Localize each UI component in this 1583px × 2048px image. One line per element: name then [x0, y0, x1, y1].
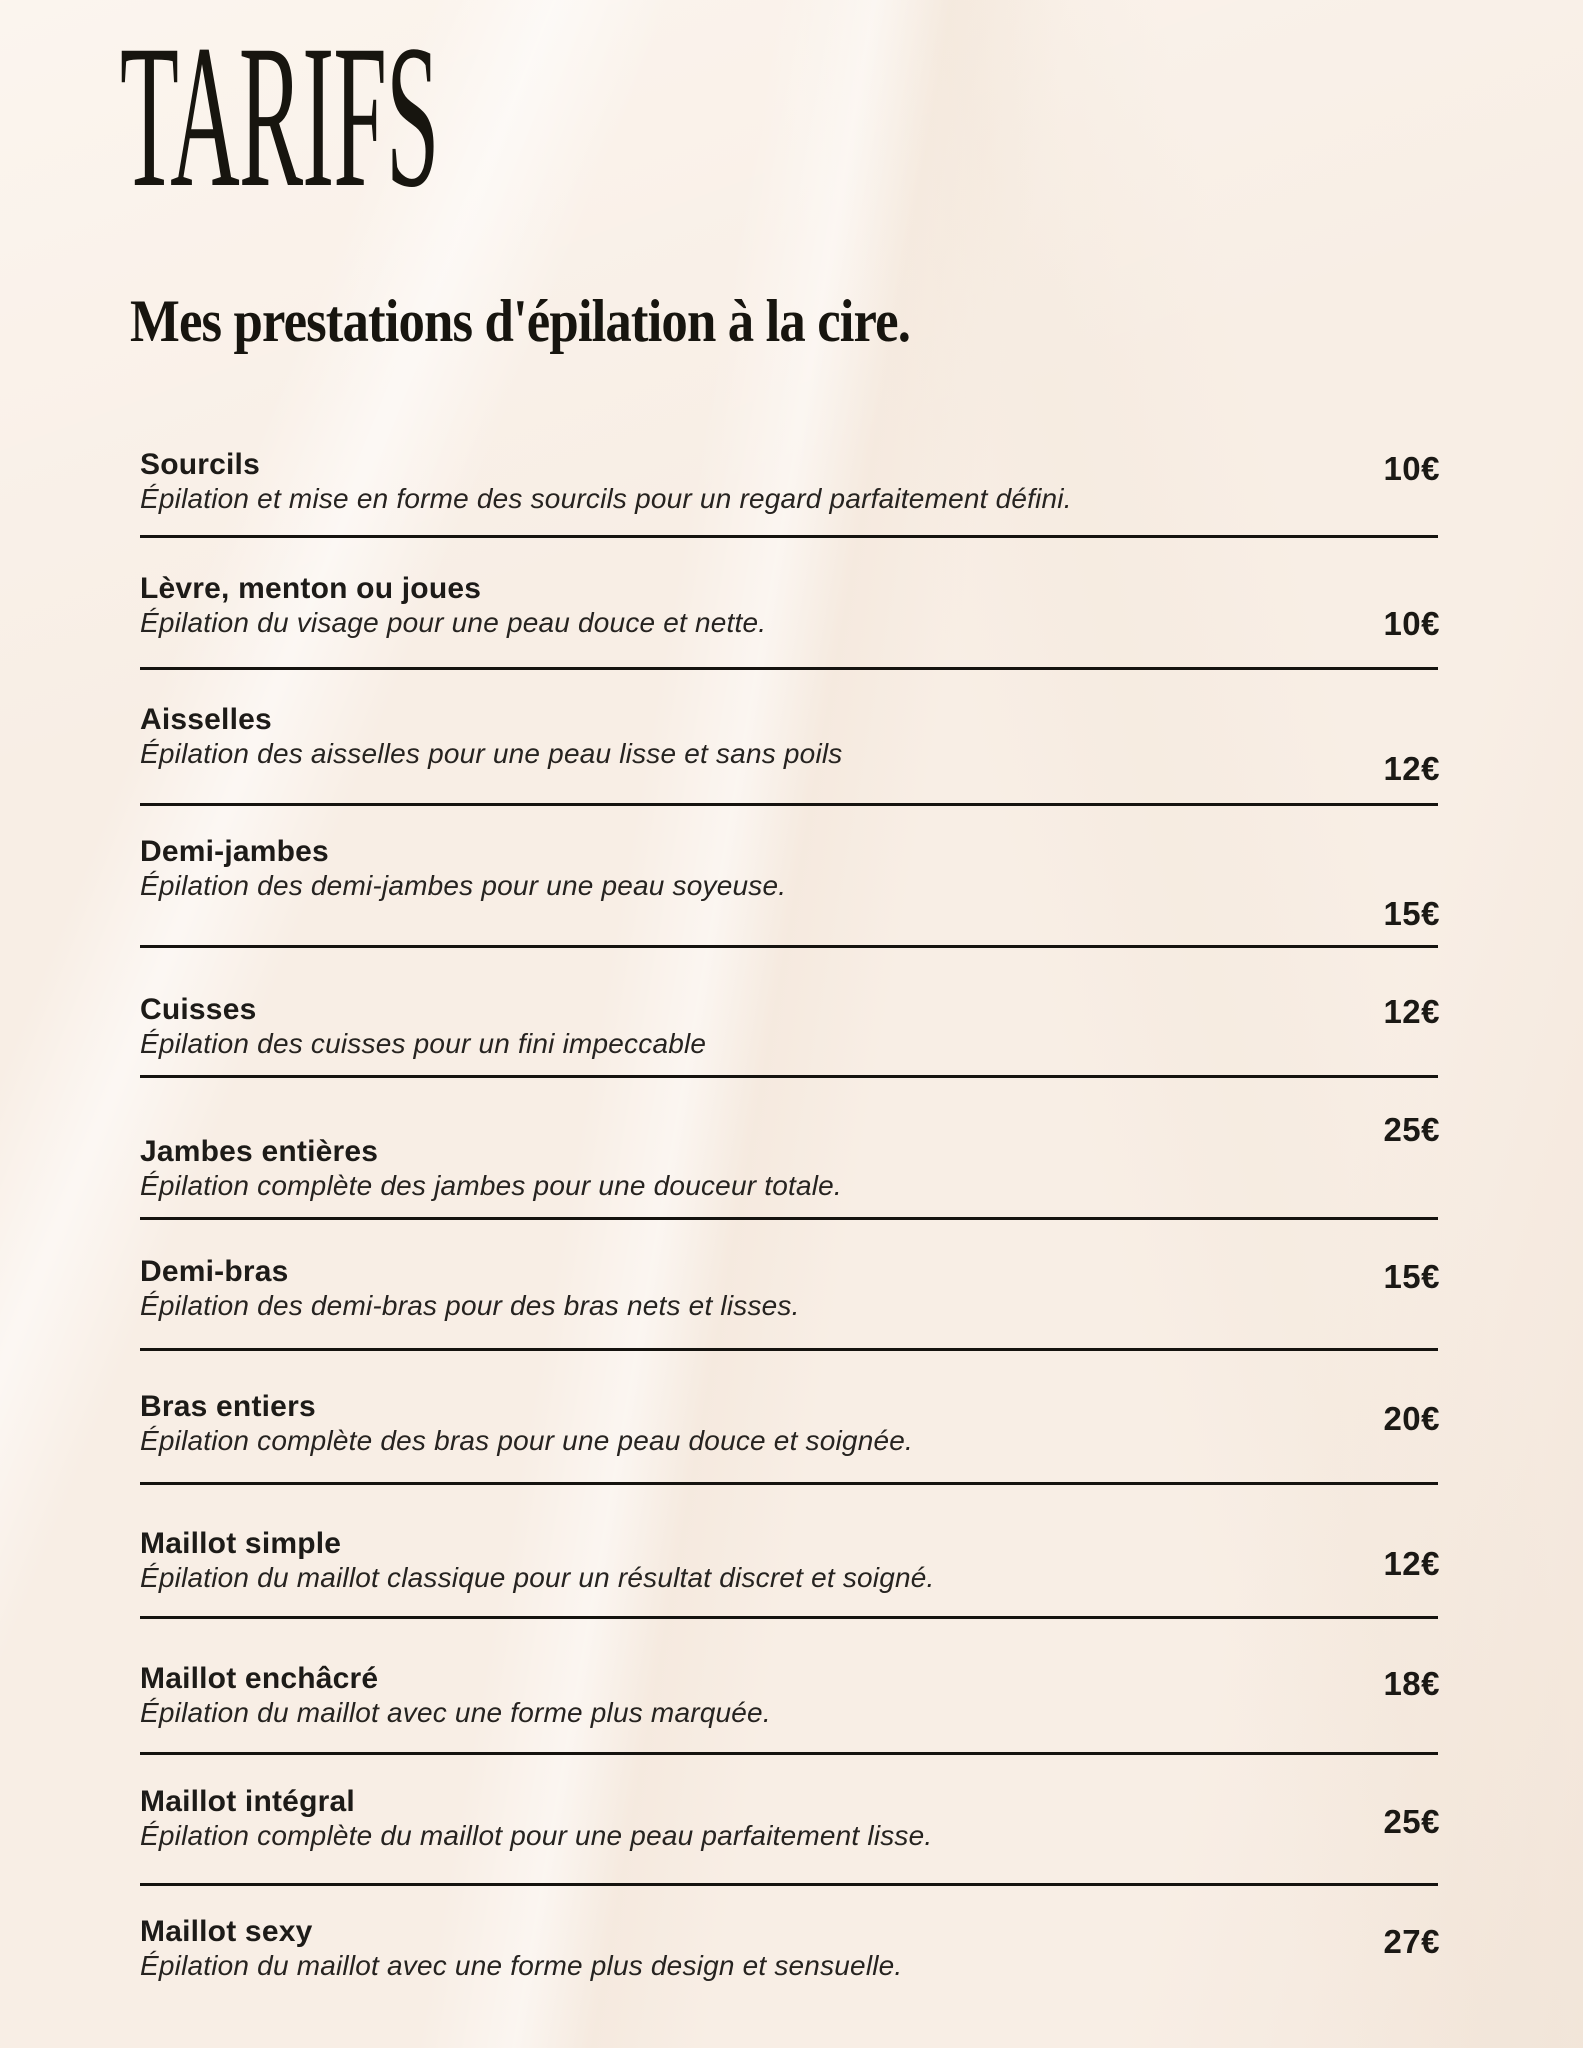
service-name: Maillot enchâcré — [140, 1662, 379, 1695]
service-price: 12€ — [1383, 750, 1440, 787]
service-description: Épilation du maillot avec une forme plus marquée. — [140, 1697, 771, 1728]
service-price: 25€ — [1383, 1803, 1440, 1840]
service-description: Épilation des aisselles pour une peau lisse et sans poils — [140, 738, 843, 769]
service-name: Sourcils — [140, 448, 260, 481]
row-separator — [140, 535, 1438, 538]
service-name: Lèvre, menton ou joues — [140, 572, 482, 605]
service-description: Épilation et mise en forme des sourcils pour un regard parfaitement défini. — [140, 483, 1072, 514]
row-separator — [140, 1883, 1438, 1886]
service-name: Cuisses — [140, 993, 257, 1026]
service-name: Maillot simple — [140, 1527, 342, 1560]
row-separator — [140, 1075, 1438, 1078]
service-name: Demi-jambes — [140, 835, 329, 868]
service-price: 15€ — [1383, 1258, 1440, 1295]
service-name: Bras entiers — [140, 1390, 316, 1423]
row-separator — [140, 945, 1438, 948]
service-price: 10€ — [1383, 450, 1440, 487]
service-name: Demi-bras — [140, 1255, 289, 1288]
service-price: 27€ — [1383, 1923, 1440, 1960]
service-name: Jambes entières — [140, 1135, 379, 1168]
row-separator — [140, 1482, 1438, 1485]
service-description: Épilation du visage pour une peau douce et nette. — [140, 607, 767, 638]
service-price: 25€ — [1383, 1111, 1440, 1148]
service-description: Épilation du maillot avec une forme plus design et sensuelle. — [140, 1950, 903, 1981]
service-price: 12€ — [1383, 1545, 1440, 1582]
service-description: Épilation complète des bras pour une peau douce et soignée. — [140, 1425, 913, 1456]
service-price: 20€ — [1383, 1400, 1440, 1437]
service-name: Maillot intégral — [140, 1785, 355, 1818]
service-price: 10€ — [1383, 605, 1440, 642]
row-separator — [140, 1616, 1438, 1619]
service-name: Maillot sexy — [140, 1915, 313, 1948]
service-name: Aisselles — [140, 703, 272, 736]
service-price: 12€ — [1383, 993, 1440, 1030]
service-description: Épilation des demi-bras pour des bras nets et lisses. — [140, 1290, 800, 1321]
row-separator — [140, 803, 1438, 806]
row-separator — [140, 1217, 1438, 1220]
service-description: Épilation complète des jambes pour une douceur totale. — [140, 1170, 842, 1201]
service-price: 15€ — [1383, 895, 1440, 932]
page-subtitle: Mes prestations d'épilation à la cire. — [130, 288, 911, 354]
row-separator — [140, 1752, 1438, 1755]
page-title: TARIFS — [120, 3, 439, 230]
service-description: Épilation des demi-jambes pour une peau soyeuse. — [140, 870, 787, 901]
service-description: Épilation des cuisses pour un fini impeccable — [140, 1028, 707, 1059]
service-description: Épilation du maillot classique pour un résultat discret et soigné. — [140, 1562, 935, 1593]
service-description: Épilation complète du maillot pour une peau parfaitement lisse. — [140, 1820, 933, 1851]
row-separator — [140, 667, 1438, 670]
row-separator — [140, 1348, 1438, 1351]
service-price: 18€ — [1383, 1665, 1440, 1702]
